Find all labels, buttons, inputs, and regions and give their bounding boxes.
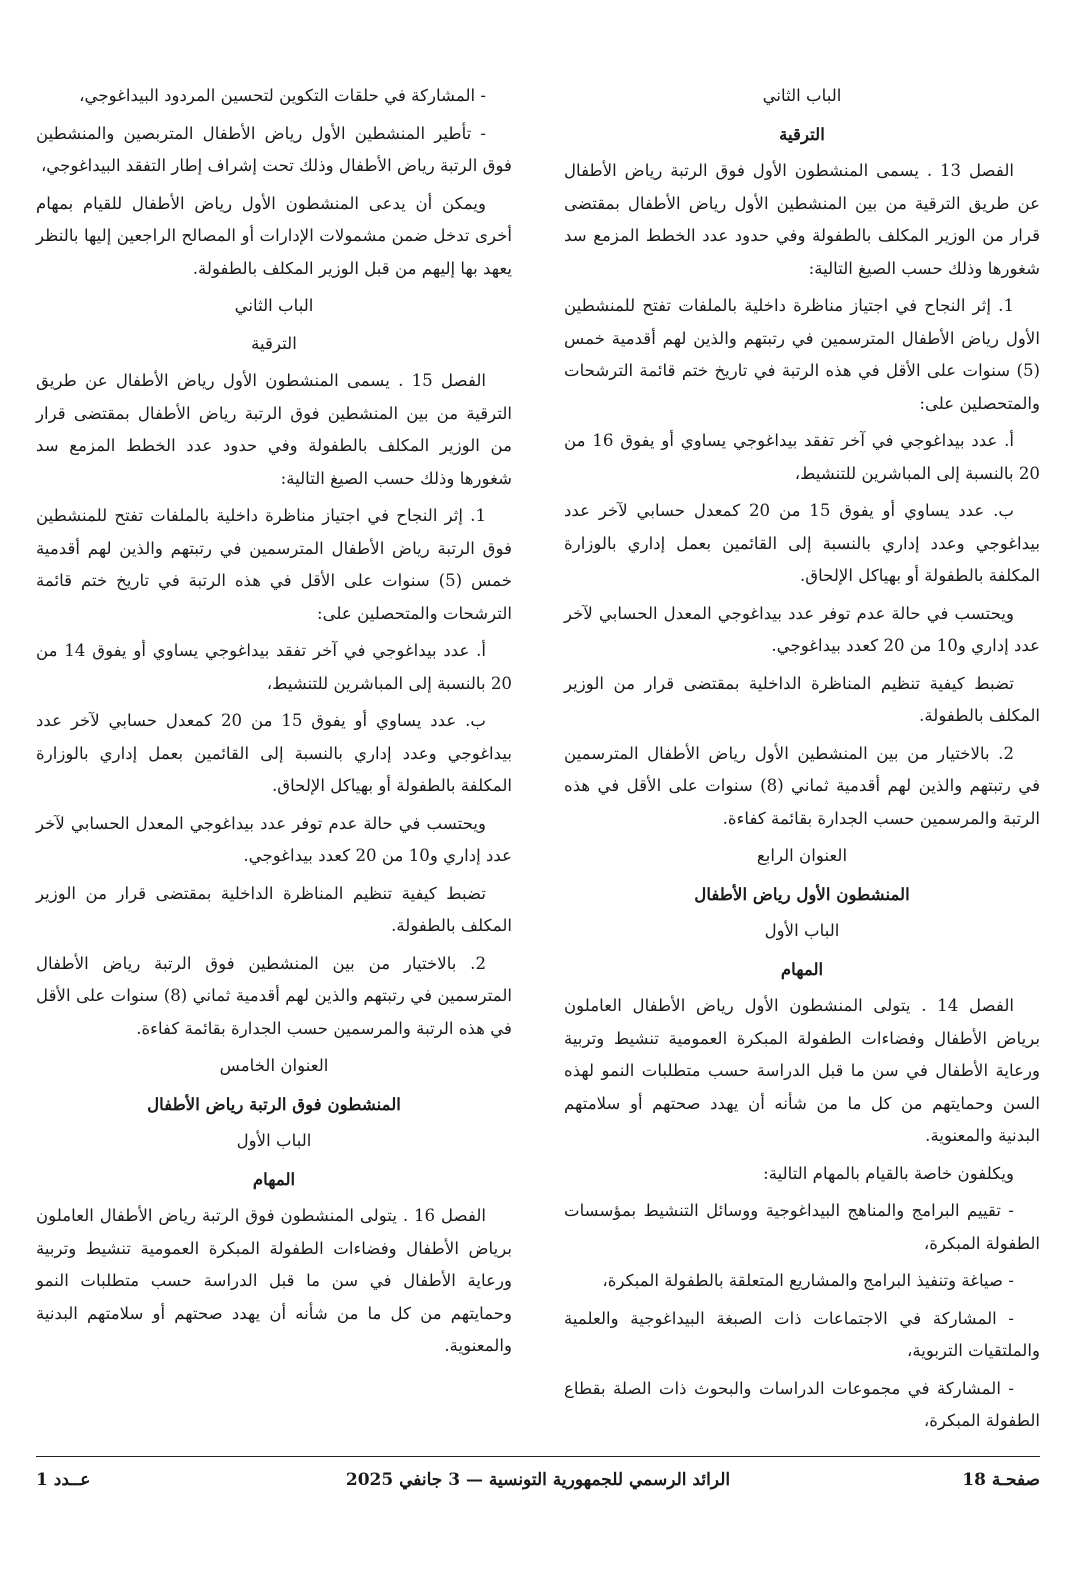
section-heading: المنشطون الأول رياض الأطفال: [694, 883, 910, 904]
paragraph: 1. إثر النجاح في اجتياز مناظرة داخلية بالملفات تفتح للمنشطين فوق الرتبة رياض الأطفال المترسمين في رتبتهم والذين لهم أقدمية خمس (5) سنوات على الأقل في هذه الرتبة في تاريخ ختم قائمة الترشحات والمتحصلين على:: [36, 506, 512, 623]
paragraph: 2. بالاختيار من بين المنشطين الأول رياض الأطفال المترسمين في رتبتهم والذين لهم أقدمية ثماني (8) سنوات على الأقل في هذه الرتبة والمرسمين حسب الجدارة بقائمة كفاءة.: [564, 743, 1041, 828]
section-heading: الباب الأول: [764, 921, 840, 940]
paragraph: ويحتسب في حالة عدم توفر عدد بيداغوجي المعدل الحسابي لآخر عدد إداري و10 من 20 كعدد بيداغوجي.: [564, 603, 1040, 655]
paragraph: ب. عدد يساوي أو يفوق 15 من 20 كمعدل حسابي لآخر عدد بيداغوجي وعدد إداري بالنسبة إلى القائمين بعمل إداري بالوزارة المكلفة بالطفولة أو بهياكل الإلحاق.: [564, 501, 1040, 585]
paragraph: - تأطير المنشطين الأول رياض الأطفال المتربصين والمنشطين فوق الرتبة رياض الأطفال وذلك تحت إشراف إطار التفقد البيداغوجي،: [36, 123, 512, 175]
footer-divider: [36, 1456, 1040, 1457]
issue-number: عــدد 1: [36, 1470, 91, 1490]
left-column: [36, 80, 512, 1368]
paragraph: تضبط كيفية تنظيم المناظرة الداخلية بمقتضى قرار من الوزير المكلف بالطفولة.: [564, 673, 1040, 725]
paragraph: الفصل 13 . يسمى المنشطون الأول فوق الرتبة رياض الأطفال عن طريق الترقية من بين المنشطين الأول رياض الأطفال بمقتضى قرار من الوزير المكلف بالطفولة وفي حدود عدد الخطط المزمع سد شغورها وذلك حسب الصيغ التالية:: [564, 161, 1040, 278]
journal-title-date: الرائد الرسمي للجمهورية التونسية — 3 جانفي 2025: [345, 1470, 731, 1490]
paragraph: أ. عدد بيداغوجي في آخر تفقد بيداغوجي يساوي أو يفوق 16 من 20 بالنسبة إلى المباشرين للتنشيط،: [564, 431, 1040, 483]
paragraph: أ. عدد بيداغوجي في آخر تفقد بيداغوجي يساوي أو يفوق 14 من 20 بالنسبة إلى المباشرين للتنشيط،: [36, 641, 512, 693]
paragraph: ويحتسب في حالة عدم توفر عدد بيداغوجي المعدل الحسابي لآخر عدد إداري و10 من 20 كعدد بيداغوجي.: [36, 813, 512, 865]
section-heading: العنوان الرابع: [756, 846, 848, 865]
section-heading: المهام: [780, 958, 824, 979]
paragraph: الفصل 15 . يسمى المنشطون الأول رياض الأطفال عن طريق الترقية من بين المنشطين فوق الرتبة رياض الأطفال بمقتضى قرار من الوزير المكلف بالطفولة وفي حدود عدد الخطط المزمع سد شغورها وذلك حسب الصيغ التالية:: [36, 371, 512, 488]
paragraph: 2. بالاختيار من بين المنشطين فوق الرتبة رياض الأطفال المترسمين في رتبتهم والذين لهم أقدمية ثماني (8) سنوات على الأقل في هذه الرتبة والمرسمين حسب الجدارة بقائمة كفاءة.: [36, 953, 512, 1038]
section-heading: الباب الأول: [236, 1131, 312, 1150]
section-heading: العنوان الخامس: [219, 1056, 329, 1075]
paragraph: - المشاركة في مجموعات الدراسات والبحوث ذات الصلة بقطاع الطفولة المبكرة،: [564, 1378, 1040, 1430]
right-column: [564, 80, 1040, 1443]
section-heading: الترقية: [251, 333, 297, 353]
paragraph: - المشاركة في حلقات التكوين لتحسين المردود البيداغوجي،: [79, 86, 486, 105]
paragraph: الفصل 14 . يتولى المنشطون الأول رياض الأطفال العاملون برياض الأطفال وفضاءات الطفولة المبكرة العمومية تنشيط وتربية ورعاية الأطفال في سن ما قبل الدراسة حسب متطلبات النمو لهذه السن وحمايتهم من كل ما من شأنه أن يهدد صحتهم أو سلامتهم البدنية والمعنوية.: [564, 996, 1040, 1145]
paragraph: الفصل 16 . يتولى المنشطون فوق الرتبة رياض الأطفال العاملون برياض الأطفال وفضاءات الطفولة المبكرة العمومية تنشيط وتربية ورعاية الأطفال في سن ما قبل الدراسة حسب متطلبات النمو وحمايتهم من كل ما من شأنه أن يهدد صحتهم أو سلامتهم البدنية والمعنوية.: [36, 1206, 512, 1355]
paragraph: ويكلفون خاصة بالقيام بالمهام التالية:: [763, 1163, 1014, 1183]
section-heading: الباب الثاني: [234, 296, 314, 315]
section-heading: الترقية: [779, 123, 825, 144]
paragraph: ب. عدد يساوي أو يفوق 15 من 20 كمعدل حسابي لآخر عدد بيداغوجي وعدد إداري بالنسبة إلى القائمين بعمل إداري بالوزارة المكلفة بالطفولة أو بهياكل الإلحاق.: [36, 711, 512, 795]
paragraph: ويمكن أن يدعى المنشطون الأول رياض الأطفال للقيام بمهام أخرى تدخل ضمن مشمولات الإدارات أو المصالح الراجعين إليها بالنظر يعهد بها إليهم من قبل الوزير المكلف بالطفولة.: [36, 193, 512, 278]
section-heading: المهام: [252, 1168, 296, 1189]
paragraph: 1. إثر النجاح في اجتياز مناظرة داخلية بالملفات تفتح للمنشطين الأول رياض الأطفال المترسمين في رتبتهم والذين لهم أقدمية خمس (5) سنوات على الأقل في هذه الرتبة في تاريخ ختم قائمة الترشحات والمتحصلين على:: [564, 296, 1040, 413]
paragraph: تضبط كيفية تنظيم المناظرة الداخلية بمقتضى قرار من الوزير المكلف بالطفولة.: [36, 883, 512, 935]
page-footer: [36, 1460, 1040, 1500]
paragraph: - تقييم البرامج والمناهج البيداغوجية ووسائل التنشيط بمؤسسات الطفولة المبكرة،: [564, 1201, 1040, 1253]
section-heading: الباب الثاني: [762, 86, 842, 105]
paragraph: - صياغة وتنفيذ البرامج والمشاريع المتعلقة بالطفولة المبكرة،: [602, 1271, 1014, 1290]
paragraph: - المشاركة في الاجتماعات ذات الصبغة البيداغوجية والعلمية والملتقيات التربوية،: [564, 1308, 1040, 1360]
section-heading: المنشطون فوق الرتبة رياض الأطفال: [147, 1093, 401, 1114]
page-number: صفحـة 18: [962, 1470, 1040, 1490]
